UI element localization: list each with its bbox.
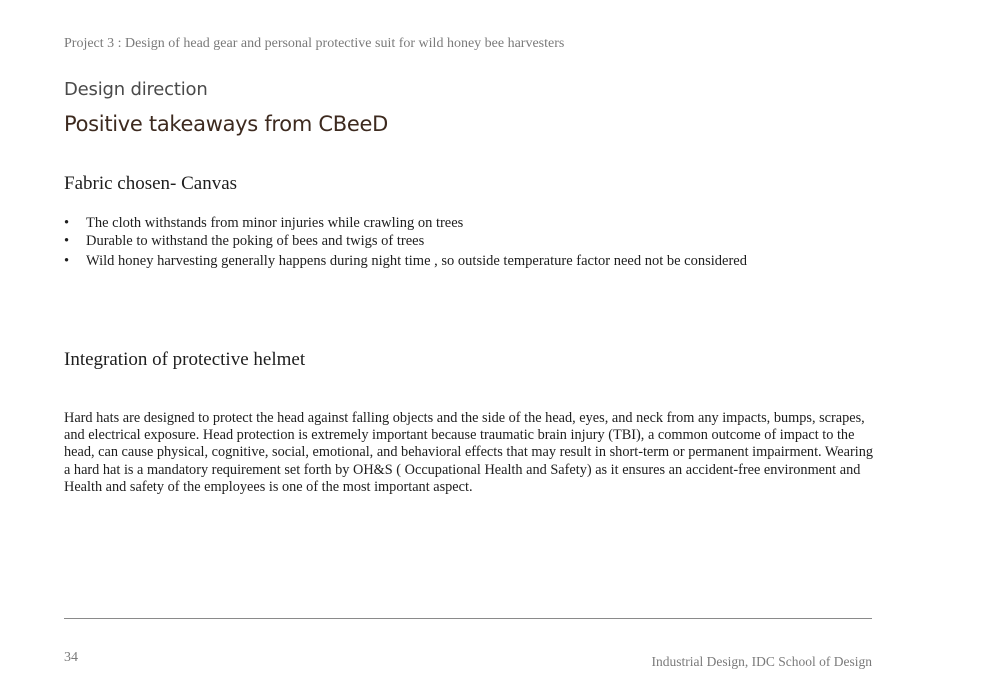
- list-item: [64, 232, 747, 250]
- helmet-paragraph: Hard hats are designed to protect the head against falling objects and the side of the head, eyes, and neck from any impacts, bumps, scrapes, and electrical exposure. Head protection is extremely important because traumatic brain injury (TBI), a common outcome of impact to the head, can cause physical, cognitive, social, emotional, and behavioral effects that may result in short-term or permanent impairment. Wearing a hard hat is a mandatory requirement set forth by OH&S ( Occupational Health and Safety) as it ensures an accident-free environment and Health and safety of the employees is one of the most important aspect.: [64, 410, 873, 495]
- list-item: [64, 214, 747, 232]
- bullet-text: Wild honey harvesting generally happens during night time , so outside temperature factor need not be considered: [86, 252, 747, 269]
- page-number: 34: [64, 650, 78, 665]
- bullet-text: The cloth withstands from minor injuries while crawling on trees: [86, 215, 464, 231]
- fabric-heading: Fabric chosen- Canvas: [64, 173, 238, 194]
- fabric-bullet-list: [64, 214, 747, 270]
- list-item: [64, 252, 747, 270]
- bullet-icon: •: [64, 252, 70, 269]
- running-header: Project 3 : Design of head gear and personal protective suit for wild honey bee harvesters: [64, 36, 565, 51]
- footer-divider: [64, 618, 872, 619]
- helmet-heading: Integration of protective helmet: [64, 349, 306, 370]
- footer-credit: Industrial Design, IDC School of Design: [651, 654, 872, 669]
- bullet-icon: •: [64, 233, 70, 249]
- section-label: Design direction: [64, 79, 208, 100]
- bullet-icon: •: [64, 215, 70, 231]
- bullet-text: Durable to withstand the poking of bees and twigs of trees: [86, 233, 425, 249]
- page-title: Positive takeaways from CBeeD: [64, 112, 388, 136]
